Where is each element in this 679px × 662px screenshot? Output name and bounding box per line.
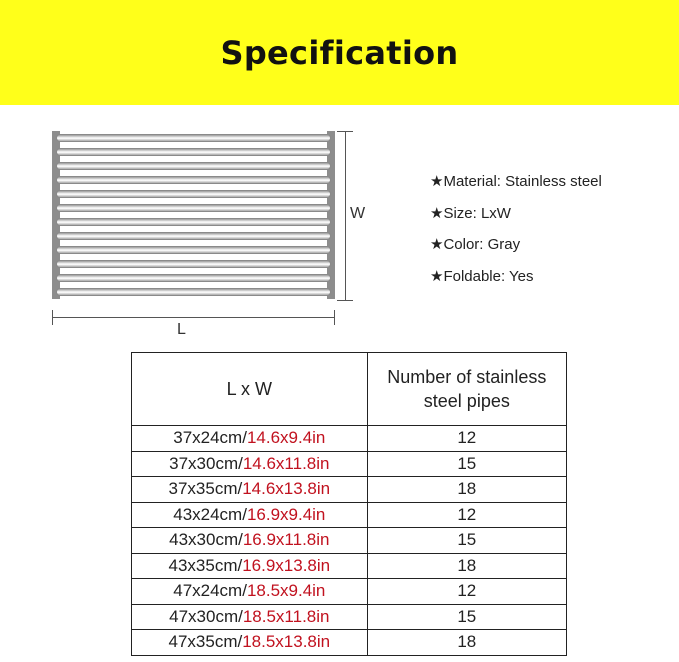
spec-material: ★Material: Stainless steel	[430, 173, 602, 190]
size-cm: 43x30cm/	[169, 530, 243, 550]
rack-pipe	[56, 190, 331, 198]
size-cell	[132, 553, 368, 579]
table-row	[132, 553, 567, 579]
size-cell	[132, 502, 368, 528]
page-title: Specification	[220, 33, 459, 72]
pipe-count-cell: 15	[367, 604, 566, 630]
size-cell	[132, 451, 368, 477]
rack-pipe	[56, 134, 331, 142]
rack-pipe	[56, 204, 331, 212]
rack-pipe	[56, 148, 331, 156]
size-cell	[132, 579, 368, 605]
length-dimension-tick-right	[334, 310, 335, 325]
width-dimension-line	[345, 131, 346, 301]
rack-pipe	[56, 162, 331, 170]
title-banner	[0, 0, 679, 105]
pipe-count-cell: 18	[367, 553, 566, 579]
drying-rack-illustration	[52, 131, 335, 299]
table-row	[132, 451, 567, 477]
size-cm: 37x24cm/	[173, 428, 247, 448]
length-label: L	[177, 321, 186, 338]
size-inch: 14.6x13.8in	[242, 479, 331, 499]
width-dimension-tick-bottom	[337, 300, 353, 301]
header-pipe-count	[367, 353, 566, 426]
spec-foldable: ★Foldable: Yes	[430, 267, 534, 285]
pipe-count-cell: 18	[367, 630, 566, 656]
table-row	[132, 630, 567, 656]
table-row	[132, 502, 567, 528]
pipe-count-cell: 12	[367, 579, 566, 605]
rack-pipe	[56, 274, 331, 282]
size-table	[131, 352, 567, 656]
length-dimension-tick-left	[52, 310, 53, 325]
spec-list	[430, 172, 602, 298]
pipe-count-cell: 15	[367, 528, 566, 554]
size-inch: 16.9x9.4in	[246, 504, 326, 524]
table-row	[132, 528, 567, 554]
pipe-count-cell: 15	[367, 451, 566, 477]
size-cm: 43x24cm/	[173, 504, 247, 524]
spec-color: ★Color: Gray	[430, 236, 521, 253]
size-cm: 37x30cm/	[169, 453, 243, 473]
size-cm: 37x35cm/	[168, 479, 243, 499]
header-pipe-count-line2: steel pipes	[423, 391, 510, 411]
size-inch: 14.6x9.4in	[246, 428, 326, 448]
size-inch: 18.5x11.8in	[242, 606, 330, 626]
size-cell	[132, 426, 368, 452]
size-cm: 43x35cm/	[168, 555, 243, 575]
size-cell	[132, 604, 368, 630]
pipe-count-cell: 12	[367, 426, 566, 452]
size-inch: 18.5x9.4in	[246, 581, 326, 601]
width-dimension-tick-top	[337, 131, 353, 132]
rack-pipe	[56, 218, 331, 226]
table-row	[132, 477, 567, 503]
rack-pipe	[56, 232, 331, 240]
size-inch: 16.9x13.8in	[242, 555, 331, 575]
header-dimensions: L x W	[132, 353, 368, 426]
rack-pipe	[56, 288, 331, 296]
spec-size: ★Size: LxW	[430, 204, 511, 222]
pipe-count-cell: 18	[367, 477, 566, 503]
size-cell	[132, 630, 368, 656]
table-row	[132, 579, 567, 605]
table-row	[132, 604, 567, 630]
size-inch: 16.9x11.8in	[242, 530, 330, 550]
rack-pipe	[56, 176, 331, 184]
pipe-count-cell: 12	[367, 502, 566, 528]
table-row	[132, 426, 567, 452]
size-cm: 47x30cm/	[169, 606, 243, 626]
size-cm: 47x35cm/	[168, 632, 243, 652]
size-cell	[132, 528, 368, 554]
header-pipe-count-line1: Number of stainless	[387, 367, 547, 387]
size-inch: 14.6x11.8in	[242, 453, 330, 473]
rack-pipe	[56, 260, 331, 268]
width-label: W	[350, 205, 366, 222]
size-inch: 18.5x13.8in	[242, 632, 331, 652]
rack-pipe	[56, 246, 331, 254]
size-cell	[132, 477, 368, 503]
table-header-row	[132, 353, 567, 426]
length-dimension-line	[52, 317, 335, 318]
size-cm: 47x24cm/	[173, 581, 247, 601]
